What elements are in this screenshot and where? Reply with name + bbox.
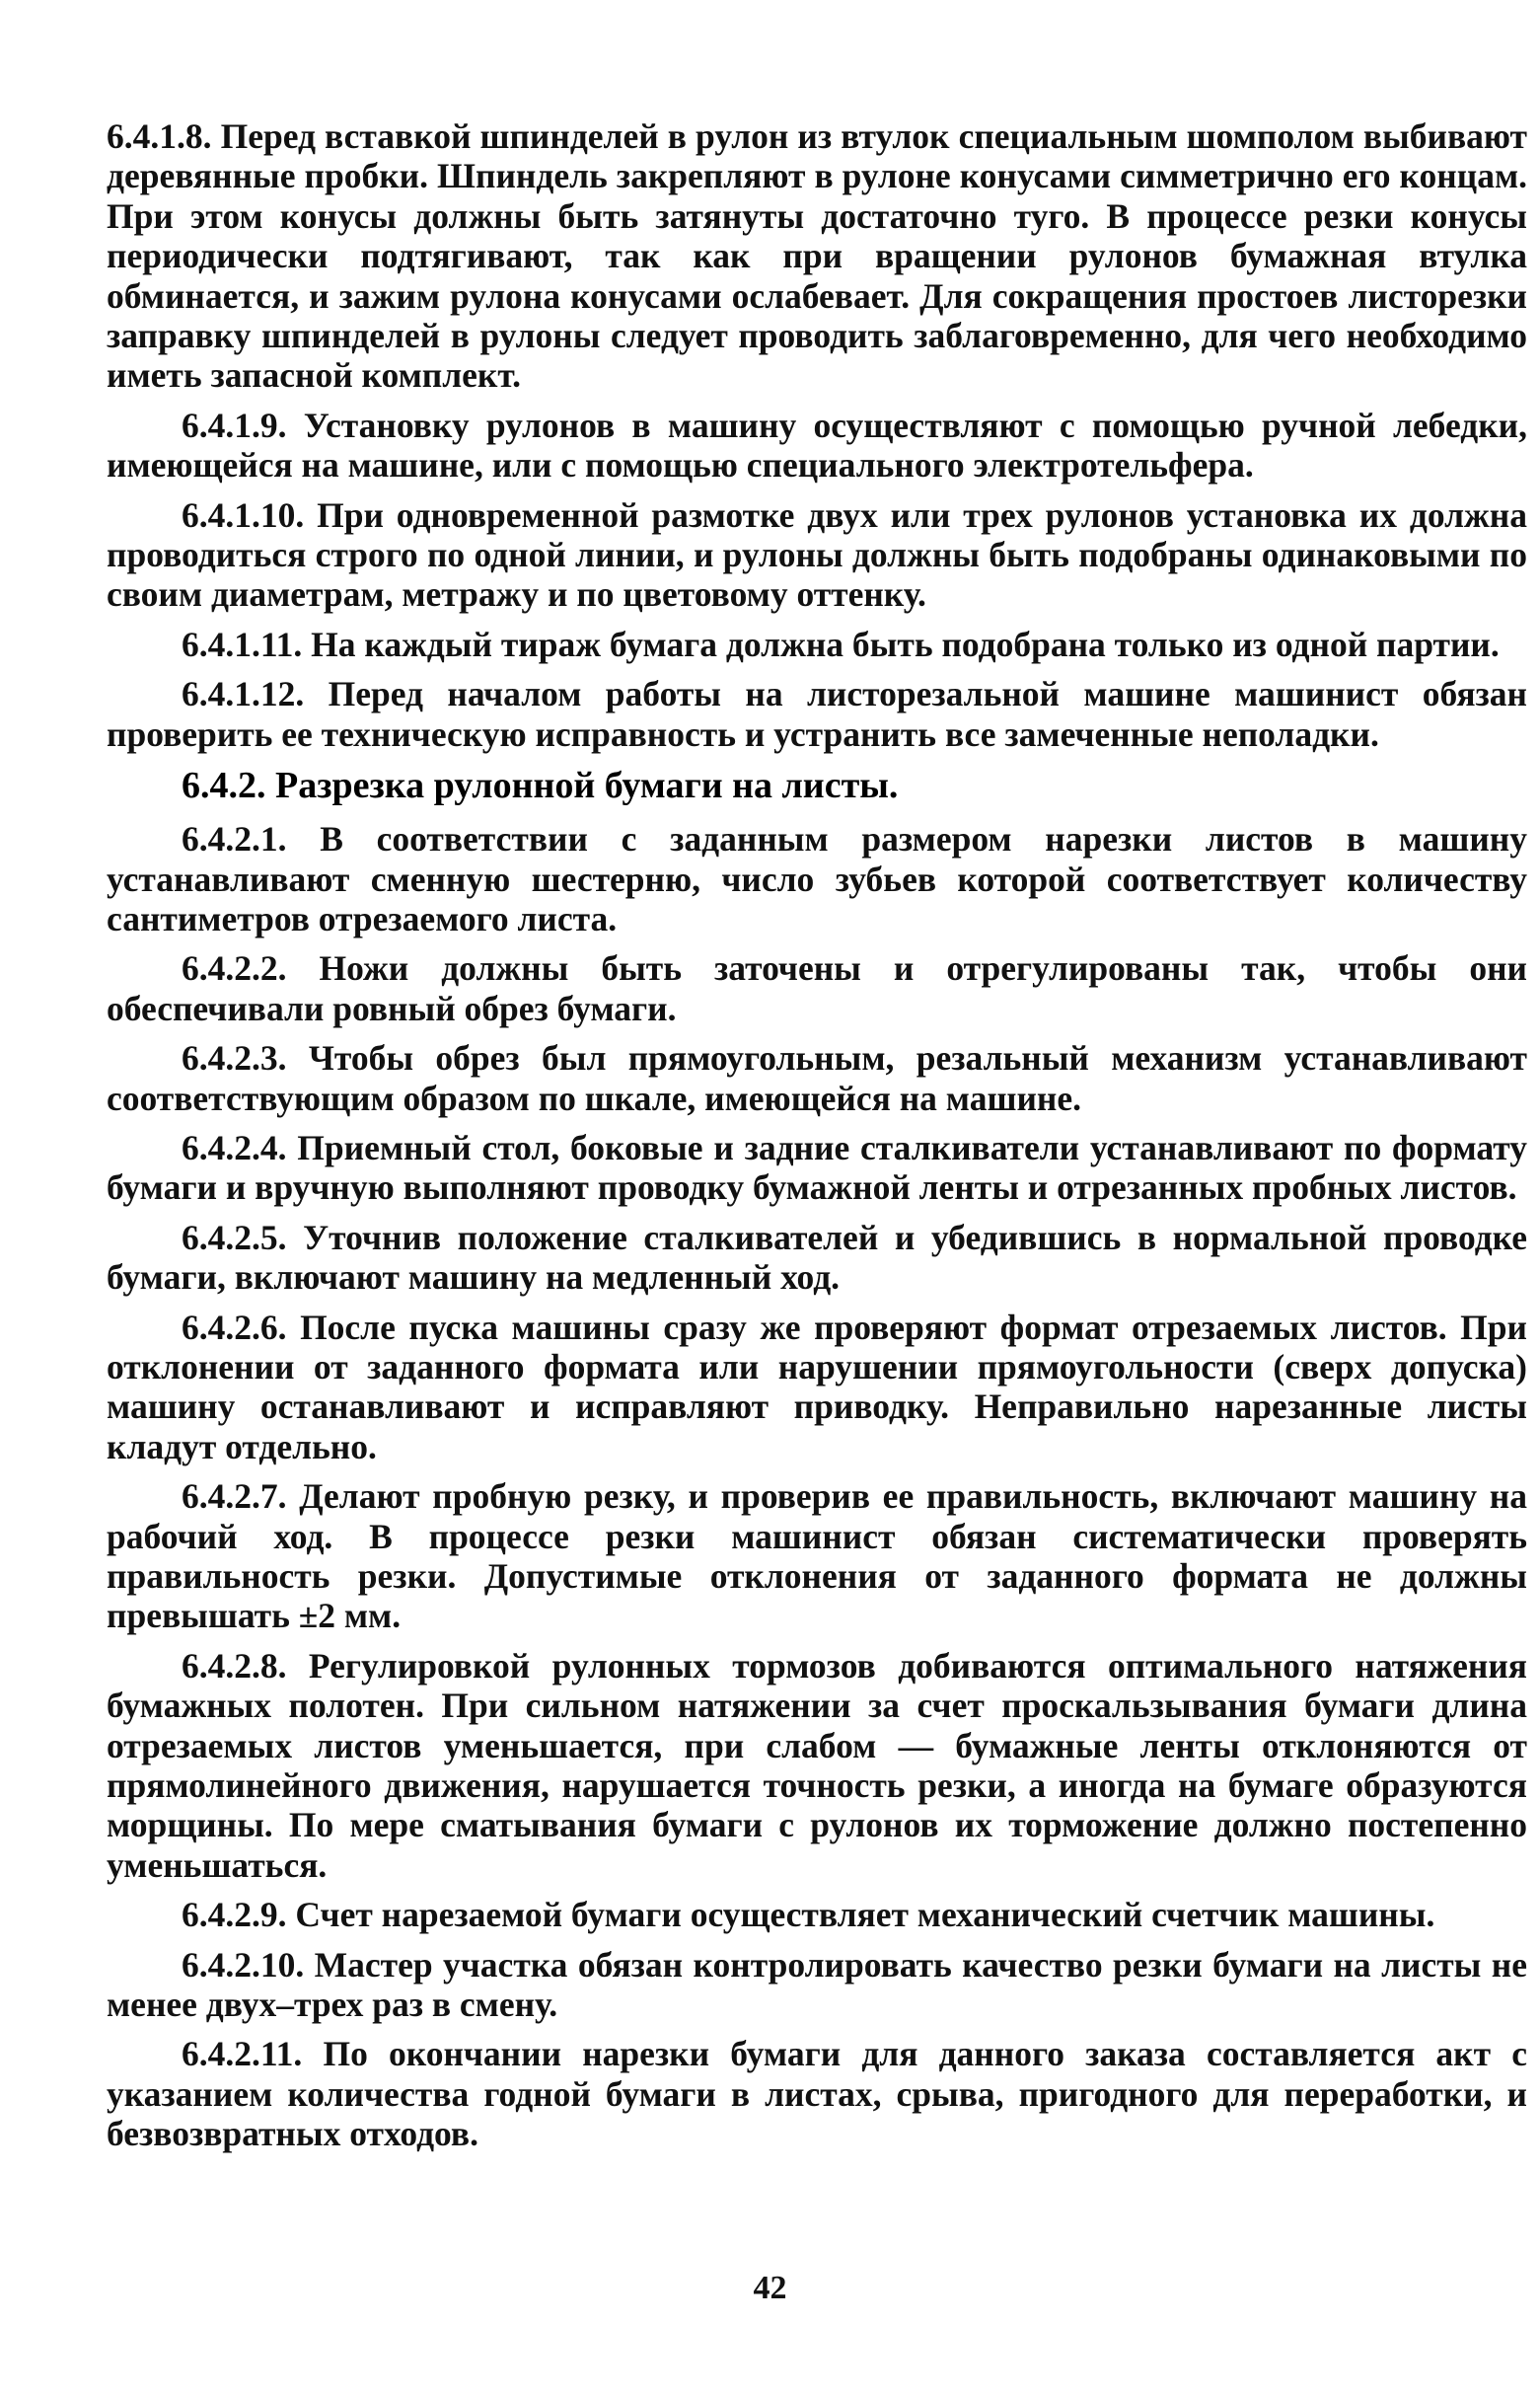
paragraph-6-4-2-3: 6.4.2.3. Чтобы обрез был прямоугольным, резальный механизм устанавливают соответствующим образом по шкале, имеющейся на машине.	[107, 1038, 1527, 1118]
paragraph-6-4-2-6: 6.4.2.6. После пуска машины сразу же проверяют формат отрезаемых листов. При отклонении от заданного формата или нарушении прямоугольности (сверх допуска) машину останавливают и исправляют приводку. Неправильно нарезанные листы кладут отдельно.	[107, 1307, 1527, 1466]
paragraph-6-4-2-1: 6.4.2.1. В соответствии с заданным размером нарезки листов в машину устанавливают сменную шестерню, число зубьев которой соответствует количеству сантиметров отрезаемого листа.	[107, 819, 1527, 938]
paragraph-6-4-2-8: 6.4.2.8. Регулировкой рулонных тормозов добиваются оптимального натяжения бумажных полотен. При сильном натяжении за счет проскальзывания бумаги длина отрезаемых листов уменьшается, при слабом — бумажные ленты отклоняются от прямолинейного движения, нарушается точность резки, а иногда на бумаге образуются морщины. По мере сматывания бумаги с рулонов их торможение должно постепенно уменьшаться.	[107, 1645, 1527, 1885]
paragraph-6-4-2-10: 6.4.2.10. Мастер участка обязан контролировать качество резки бумаги на листы не менее двух–трех раз в смену.	[107, 1944, 1527, 2025]
page-number: 42	[753, 2270, 787, 2306]
paragraph-6-4-1-10: 6.4.1.10. При одновременной размотке двух или трех рулонов установка их должна проводиться строго по одной линии, и рулоны должны быть подобраны одинаковыми по своим диаметрам, метражу и по цветовому оттенку.	[107, 494, 1527, 615]
paragraph-6-4-1-9: 6.4.1.9. Установку рулонов в машину осуществляют с помощью ручной лебедки, имеющейся на машине, или с помощью специального электротельфера.	[107, 405, 1527, 486]
document-page	[107, 116, 1527, 2164]
paragraph-6-4-2-11: 6.4.2.11. По окончании нарезки бумаги для данного заказа составляется акт с указанием количества годной бумаги в листах, срыва, пригодного для переработки, и безвозвратных отходов.	[107, 2034, 1527, 2154]
paragraph-6-4-2-2: 6.4.2.2. Ножи должны быть заточены и отрегулированы так, чтобы они обеспечивали ровный обрез бумаги.	[107, 948, 1527, 1028]
paragraph-6-4-2-5: 6.4.2.5. Уточнив положение сталкивателей и убедившись в нормальной проводке бумаги, включают машину на медленный ход.	[107, 1217, 1527, 1298]
section-heading: 6.4.2. Разрезка рулонной бумаги на листы.	[182, 765, 899, 807]
paragraph-6-4-1-11: 6.4.1.11. На каждый тираж бумага должна быть подобрана только из одной партии.	[182, 624, 1500, 664]
paragraph-6-4-2-4: 6.4.2.4. Приемный стол, боковые и задние сталкиватели устанавливают по формату бумаги и вручную выполняют проводку бумажной ленты и отрезанных пробных листов.	[107, 1127, 1527, 1208]
paragraph-6-4-1-12: 6.4.1.12. Перед началом работы на листорезальной машине машинист обязан проверить ее техническую исправность и устранить все замеченные неполадки.	[107, 674, 1527, 754]
paragraph-6-4-1-8: 6.4.1.8. Перед вставкой шпинделей в рулон из втулок специальным шомполом выбивают деревянные пробки. Шпиндель закрепляют в рулоне конусами симметрично его концам. При этом конусы должны быть затянуты достаточно туго. В процессе резки конусы периодически подтягивают, так как при вращении рулонов бумажная втулка обминается, и зажим рулона конусами ослабевает. Для сокращения простоев листорезки заправку шпинделей в рулоны следует проводить заблаговременно, для чего необходимо иметь запасной комплект.	[107, 116, 1527, 396]
paragraph-6-4-2-7: 6.4.2.7. Делают пробную резку, и проверив ее правильность, включают машину на рабочий ход. В процессе резки машинист обязан систематически проверять правильность резки. Допустимые отклонения от заданного формата не должны превышать ±2 мм.	[107, 1476, 1527, 1636]
paragraph-6-4-2-9: 6.4.2.9. Счет нарезаемой бумаги осуществляет механический счетчик машины.	[182, 1895, 1435, 1935]
